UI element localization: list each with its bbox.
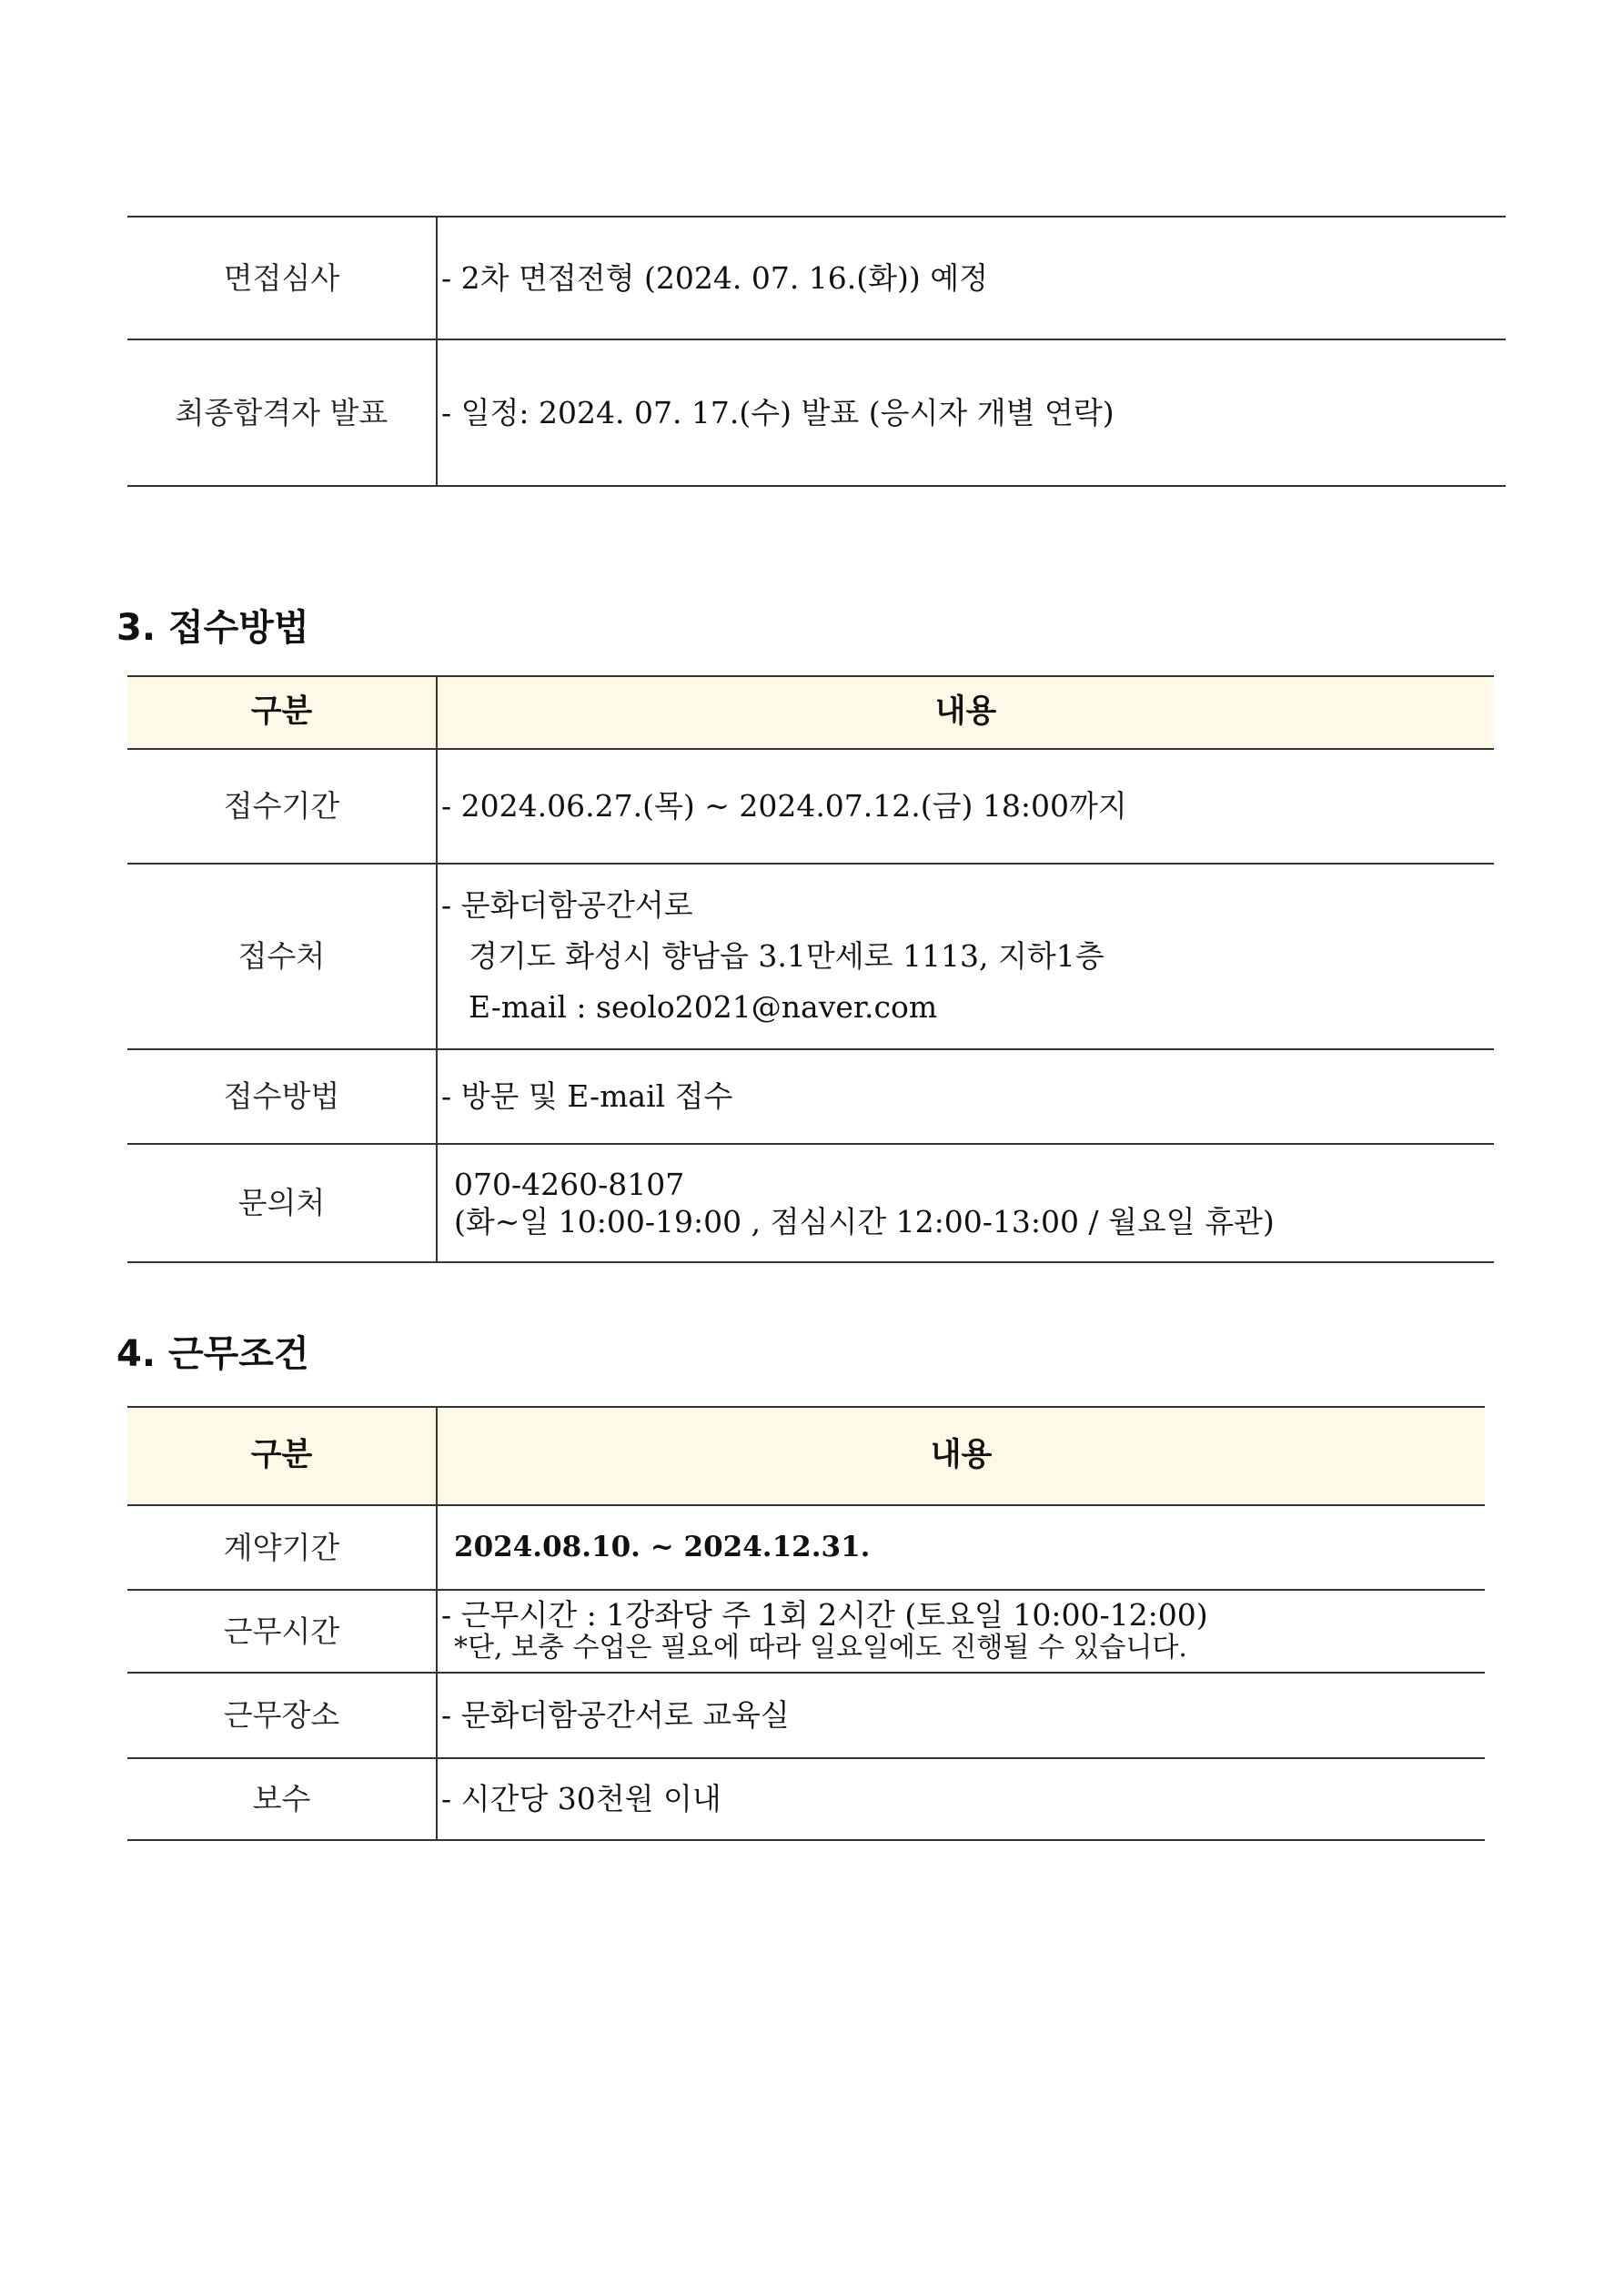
row-content [437, 1505, 1485, 1590]
row-content [437, 339, 1506, 486]
row-label: 접수기간 [127, 749, 437, 864]
row-label: 접수방법 [127, 1049, 437, 1144]
section-heading: 접수방법 [168, 607, 309, 649]
row-content [437, 1673, 1485, 1758]
header-content: 내용 [437, 676, 1494, 749]
section-3-title [116, 599, 309, 651]
row-text: *단, 보충 수업은 필요에 따라 일요일에도 진행될 수 있습니다. [454, 1632, 1187, 1664]
row-label: 문의처 [127, 1144, 437, 1262]
table-row [127, 1505, 1485, 1590]
section-number: 4. [116, 1333, 156, 1375]
row-content [437, 864, 1494, 1049]
header-category: 구분 [127, 1407, 437, 1505]
screening-table [127, 216, 1506, 487]
header-category: 구분 [127, 676, 437, 749]
row-label: 보수 [127, 1758, 437, 1840]
row-text: - 문화더함공간서로 [441, 886, 693, 923]
row-text: 경기도 화성시 향남읍 3.1만세로 1113, 지하1층 [469, 937, 1105, 974]
row-content [437, 749, 1494, 864]
row-label: 최종합격자 발표 [127, 339, 437, 486]
row-label: 계약기간 [127, 1505, 437, 1590]
row-content [437, 1049, 1494, 1144]
working-conditions-table [127, 1406, 1485, 1841]
row-text: - 방문 및 E-mail 접수 [441, 1078, 733, 1115]
table-row [127, 1758, 1485, 1840]
table-row [127, 1673, 1485, 1758]
table-header-row [127, 1407, 1485, 1505]
table-header-row [127, 676, 1494, 749]
application-table [127, 675, 1494, 1263]
header-content: 내용 [437, 1407, 1485, 1505]
table-row [127, 864, 1494, 1049]
table-row [127, 1590, 1485, 1673]
row-text: - 근무시간 : 1강좌당 주 1회 2시간 (토요일 10:00-12:00) [441, 1597, 1208, 1633]
table-row [127, 217, 1506, 339]
section-heading: 근무조건 [168, 1333, 309, 1375]
row-text: 070-4260-8107 [454, 1166, 685, 1202]
row-text: 2024.08.10. ~ 2024.12.31. [454, 1531, 871, 1564]
row-content [437, 1590, 1485, 1673]
row-content [437, 217, 1506, 339]
row-text: (화~일 10:00-19:00 , 점심시간 12:00-13:00 / 월요일 휴관) [454, 1204, 1275, 1239]
row-text: - 일정: 2024. 07. 17.(수) 발표 (응시자 개별 연락) [441, 394, 1115, 430]
row-text: - 문화더함공간서로 교육실 [441, 1697, 790, 1734]
row-text: E-mail : seolo2021@naver.com [469, 989, 938, 1026]
table-row [127, 749, 1494, 864]
section-number: 3. [116, 607, 156, 649]
row-text: - 시간당 30천원 이내 [441, 1781, 721, 1817]
row-text: - 2024.06.27.(목) ~ 2024.07.12.(금) 18:00까지 [441, 788, 1127, 824]
row-content [437, 1144, 1494, 1262]
row-label: 면접심사 [127, 217, 437, 339]
table-row [127, 1144, 1494, 1262]
table-row [127, 339, 1506, 486]
section-4-title [116, 1325, 309, 1377]
row-text: - 2차 면접전형 (2024. 07. 16.(화)) 예정 [441, 259, 989, 296]
row-label: 근무장소 [127, 1673, 437, 1758]
row-label: 접수처 [127, 864, 437, 1049]
table-row [127, 1049, 1494, 1144]
row-label: 근무시간 [127, 1590, 437, 1673]
row-content [437, 1758, 1485, 1840]
